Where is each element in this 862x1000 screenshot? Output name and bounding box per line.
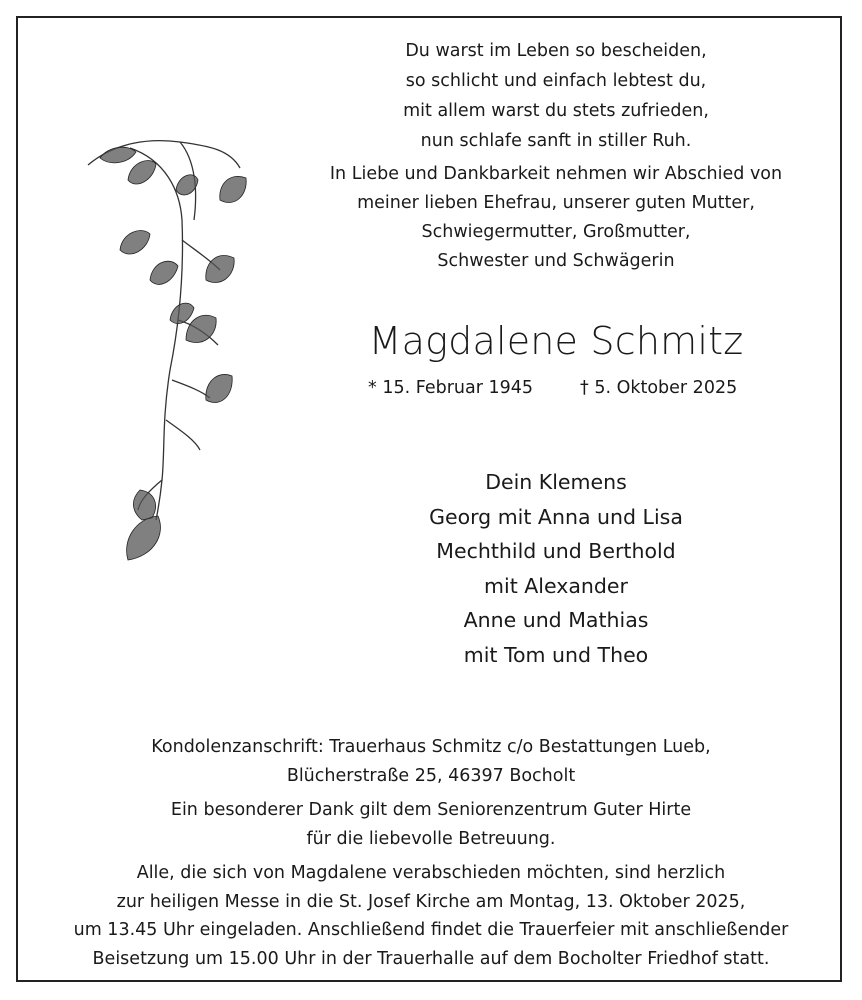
service-line: um 13.45 Uhr eingeladen. Anschließend findet die Trauerfeier mit anschließender bbox=[73, 920, 789, 940]
mourner-line: mit Alexander bbox=[484, 573, 628, 598]
poem bbox=[296, 36, 816, 156]
thanks-line: für die liebevolle Betreuung. bbox=[306, 828, 556, 849]
mourners-list bbox=[296, 465, 816, 673]
intro-line: Schwiegermutter, Großmutter, bbox=[421, 222, 691, 242]
intro-line: Schwester und Schwägerin bbox=[437, 251, 675, 271]
poem-line: nun schlafe sanft in stiller Ruh. bbox=[420, 131, 692, 151]
condolence-line: Kondolenzanschrift: Trauerhaus Schmitz c/o Bestattungen Lueb, bbox=[151, 737, 711, 757]
intro-line: meiner lieben Ehefrau, unserer guten Mutter, bbox=[357, 193, 755, 213]
service-line: Alle, die sich von Magdalene verabschieden möchten, sind herzlich bbox=[136, 863, 726, 883]
poem-line: mit allem warst du stets zufrieden, bbox=[403, 101, 709, 121]
mourner-line: Anne und Mathias bbox=[463, 608, 649, 633]
deceased-name: Magdalene Schmitz bbox=[368, 319, 744, 363]
thanks-note bbox=[30, 796, 832, 853]
birth-date: * 15. Februar 1945 bbox=[368, 378, 533, 398]
farewell-intro bbox=[296, 160, 816, 276]
intro-line: In Liebe und Dankbarkeit nehmen wir Abschied von bbox=[329, 164, 783, 184]
poem-line: Du warst im Leben so bescheiden, bbox=[405, 41, 707, 61]
condolence-address bbox=[30, 733, 832, 790]
poem-line: so schlicht und einfach lebtest du, bbox=[405, 71, 707, 91]
service-line: zur heiligen Messe in die St. Josef Kirche am Montag, 13. Oktober 2025, bbox=[116, 891, 746, 912]
condolence-line: Blücherstraße 25, 46397 Bocholt bbox=[286, 765, 576, 786]
death-date: † 5. Oktober 2025 bbox=[580, 378, 738, 398]
service-line: Beisetzung um 15.00 Uhr in der Trauerhalle auf dem Bocholter Friedhof statt. bbox=[92, 948, 770, 969]
mourner-line: Georg mit Anna und Lisa bbox=[429, 504, 683, 529]
thanks-line: Ein besonderer Dank gilt dem Seniorenzentrum Guter Hirte bbox=[170, 800, 692, 820]
mourner-line: mit Tom und Theo bbox=[463, 642, 649, 667]
mourner-line: Mechthild und Berthold bbox=[436, 539, 676, 564]
birch-branch-icon bbox=[70, 120, 300, 580]
mourner-line: Dein Klemens bbox=[485, 470, 627, 494]
service-invitation bbox=[30, 859, 832, 973]
